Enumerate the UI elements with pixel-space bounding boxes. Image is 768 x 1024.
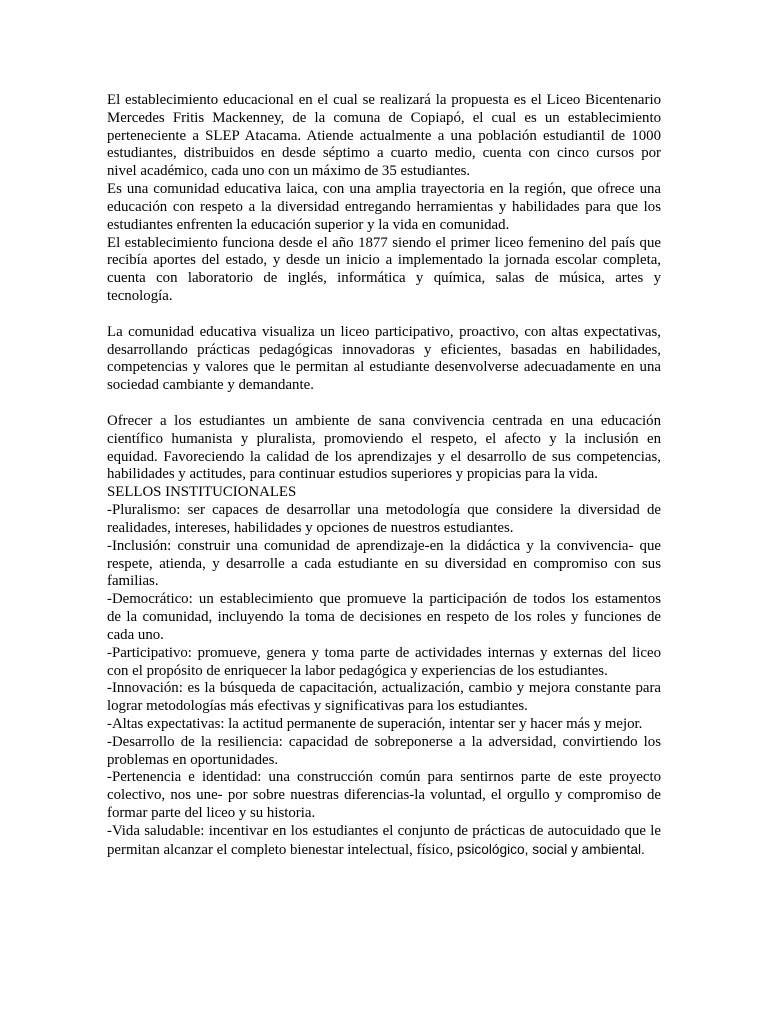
text-line bbox=[107, 841, 661, 860]
text-line: -Pertenencia e identidad: una construcción común para sentirnos parte de este proyecto bbox=[107, 769, 661, 786]
text-line: -Inclusión: construir una comunidad de aprendizaje-en la didáctica y la convivencia- que bbox=[107, 537, 661, 554]
text-line: desarrollando prácticas pedagógicas innovadoras y eficientes, basadas en habilidades, bbox=[107, 341, 661, 358]
text-line: colectivo, nos une- por sobre nuestras diferencias-la voluntad, el orgullo y compromiso de bbox=[107, 787, 661, 804]
section-heading-text: SELLOS INSTITUCIONALES bbox=[107, 484, 297, 501]
text-line: realidades, intereses, habilidades y opciones de nuestros estudiantes. bbox=[107, 519, 514, 536]
text-line: con el propósito de enriquecer la labor pedagógica y experiencias de los estudiantes. bbox=[107, 662, 608, 679]
paragraph bbox=[107, 181, 661, 234]
text-line: El establecimiento funciona desde el año 1877 siendo el primer liceo femenino del país que bbox=[107, 234, 661, 251]
text-line: Mercedes Fritis Mackenney, de la comuna de Copiapó, el cual es un establecimiento bbox=[107, 109, 661, 126]
seal-item bbox=[107, 645, 661, 681]
seal-item bbox=[107, 716, 661, 734]
text-line: familias. bbox=[107, 573, 159, 590]
text-line: cada uno. bbox=[107, 626, 164, 643]
seal-item bbox=[107, 538, 661, 591]
paragraph bbox=[107, 92, 661, 181]
text-line: respete, atienda, y desarrolle a cada estudiante en su diversidad en compromiso con sus bbox=[107, 555, 661, 572]
text-line: -Altas expectativas: la actitud permanente de superación, intentar ser y hacer más y mejor. bbox=[107, 715, 643, 732]
text-line: -Desarrollo de la resiliencia: capacidad de sobreponerse a la adversidad, convirtiendo los bbox=[107, 733, 661, 750]
text-line: competencias y valores que le permitan al estudiante desenvolverse adecuadamente en una bbox=[107, 359, 661, 376]
text-line: Ofrecer a los estudiantes un ambiente de sana convivencia centrada en una educación bbox=[107, 412, 661, 429]
seal-item bbox=[107, 769, 661, 822]
text-line: formar parte del liceo y su historia. bbox=[107, 805, 316, 822]
section-heading bbox=[107, 484, 661, 502]
text-line: problemas en oportunidades. bbox=[107, 751, 279, 768]
seal-item bbox=[107, 823, 661, 860]
text-line: estudiantes, distribuidos en desde séptimo a cuarto medio, cuenta con cinco cursos por bbox=[107, 145, 661, 162]
text-line: -Pluralismo: ser capaces de desarrollar una metodología que considere la diversidad de bbox=[107, 502, 661, 519]
text-line: cuenta con laboratorio de inglés, informática y química, salas de música, artes y bbox=[107, 270, 661, 287]
seal-item bbox=[107, 502, 661, 538]
text-line: estudiantes enfrenten la educación superior y la vida en comunidad. bbox=[107, 216, 510, 233]
text-line: lograr metodologías más efectivas y significativas para los estudiantes. bbox=[107, 698, 528, 715]
text-line: tecnología. bbox=[107, 288, 173, 305]
text-line: de la comunidad, incluyendo la toma de decisiones en respeto de los roles y funciones de bbox=[107, 609, 661, 626]
paragraph bbox=[107, 235, 661, 306]
text-line: habilidades y actitudes, para continuar estudios superiores y propicias para la vida. bbox=[107, 466, 598, 483]
text-line: nivel académico, cada uno con un máximo de 35 estudiantes. bbox=[107, 163, 471, 180]
text-line: recibía aportes del estado, y desde un inicio a implementado la jornada escolar completa, bbox=[107, 252, 661, 269]
text-line: sociedad cambiante y demandante. bbox=[107, 377, 314, 394]
paragraph bbox=[107, 324, 661, 395]
document-body bbox=[107, 92, 661, 860]
seal-item bbox=[107, 734, 661, 770]
text-line: -Participativo: promueve, genera y toma parte de actividades internas y externas del liceo bbox=[107, 644, 661, 661]
paragraph bbox=[107, 413, 661, 484]
text-line: El establecimiento educacional en el cual se realizará la propuesta es el Liceo Bicentenario bbox=[107, 92, 661, 108]
closing-serif-run: permitan alcanzar el completo bienestar intelectual, físico, bbox=[107, 841, 454, 858]
text-line: científico humanista y pluralista, promoviendo el respeto, el afecto y la inclusión en bbox=[107, 430, 661, 447]
text-line: equidad. Favoreciendo la calidad de los aprendizajes y el desarrollo de sus competencias, bbox=[107, 448, 661, 465]
seal-item bbox=[107, 591, 661, 644]
text-line: perteneciente a SLEP Atacama. Atiende actualmente a una población estudiantil de 1000 bbox=[107, 127, 661, 144]
text-line: educación con respeto a la diversidad entregando herramientas y habilidades para que los bbox=[107, 198, 661, 215]
closing-sans-run: psicológico, social y ambiental. bbox=[456, 841, 645, 857]
text-line: La comunidad educativa visualiza un liceo participativo, proactivo, con altas expectativas, bbox=[107, 323, 661, 340]
text-line: Es una comunidad educativa laica, con una amplia trayectoria en la región, que ofrece una bbox=[107, 181, 661, 198]
seal-item bbox=[107, 680, 661, 716]
text-line: -Innovación: es la búsqueda de capacitación, actualización, cambio y mejora constante para bbox=[107, 680, 661, 697]
text-line: -Democrático: un establecimiento que promueve la participación de todos los estamentos bbox=[107, 591, 661, 608]
text-line: -Vida saludable: incentivar en los estudiantes el conjunto de prácticas de autocuidado que le bbox=[107, 822, 661, 839]
